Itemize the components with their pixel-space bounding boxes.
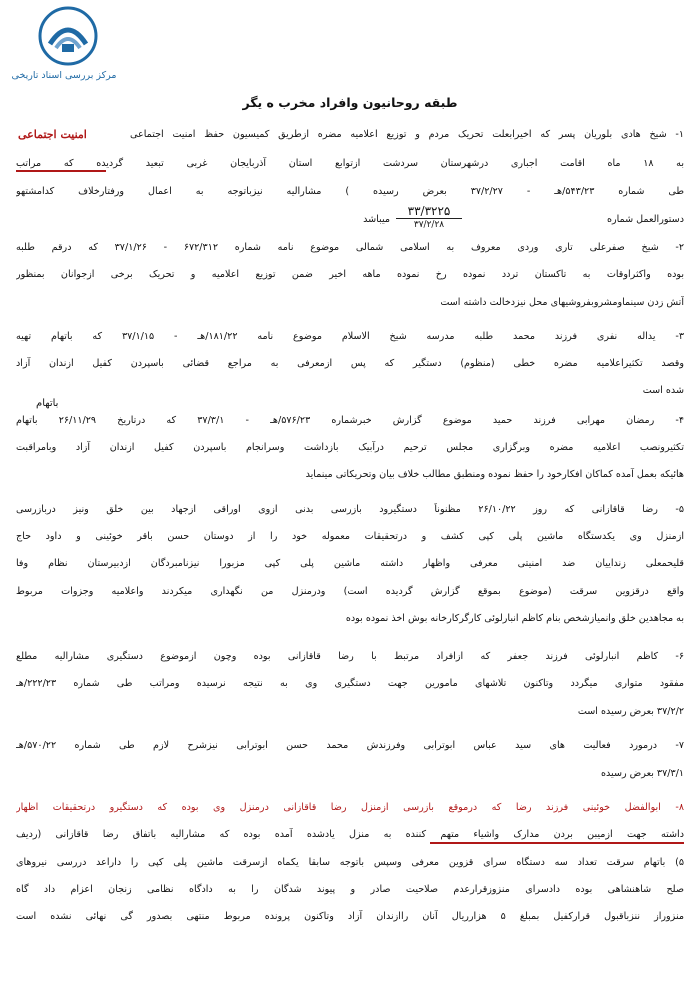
- line-11: ۴- رمضان مهرابی فرزند حمید موضوع گزارش خبرشماره ۵۷۶/۲۳/هـ - ۳۷/۳/۱ که درتاریخ ۲۶/۱۱/۲۹ باتهام: [16, 415, 684, 426]
- line-15: ازمنزل وی یکدستگاه ماشین پلی کپی کشف و درتحقیقات معموله خود را از دوستان حسن باقر خوئینی و داود حاج: [16, 531, 684, 542]
- line-4-start: دستورالعمل شماره: [606, 214, 684, 225]
- margin-note-tahham: باتهام: [36, 398, 59, 409]
- archive-logo: [6, 6, 122, 92]
- red-underline: [16, 170, 106, 172]
- line-4-end: میباشد: [363, 214, 390, 225]
- line-12: تکثیرونصب اعلامیه مضره وبرگزاری مجلس ترحیم درآبیک بازداشت وسرانجام باسپردن کفیل ازندان آزاد وبامراقبت: [16, 442, 684, 453]
- page-title: طبقه روحانیون وافراد مخرب ه یگر: [242, 95, 458, 110]
- line-3: طی شماره ۵۴۳/۲۳/هـ - ۳۷/۲/۲۷ بعرض رسیده ) مشارالیه نیزباتوجه به اعمال ورفتارخلاف کدامشتهو: [16, 186, 684, 197]
- archive-org-name: مرکز بررسی اسناد تاریخی: [11, 70, 117, 81]
- line-20: مفقود متواری میگردد وتاکنون تلاشهای مامورین جهت دستگیری وی به نتیجه نرسیده ومراتب طی شماره ۲۲۲/۲۳/هـ: [16, 678, 684, 689]
- handwritten-reference-number: ۳۳/۳۲۲۵ ۳۷/۲/۲۸: [396, 204, 462, 232]
- line-5: ۲- شیخ صفرعلی تاری وردی معروف به اسلامی شمالی موضوع نامه شماره ۶۷۲/۳۱۲ - ۳۷/۱/۲۶ که درقم طلبه: [16, 242, 684, 253]
- line-7: آتش زدن سینماومشروبفروشیهای محل نیزدخالت داشته است: [440, 297, 684, 308]
- red-annotation: امنیت اجتماعی: [18, 128, 87, 141]
- line-23: ۳۷/۳/۱ بعرض رسیده: [601, 768, 684, 779]
- line-26: ۵) باتهام سرقت تعداد سه دستگاه سرای قزوین معرفی وسپس باتوجه سابقا یکماه ازسرقت ماشین پلی کپی را داراعد دررسی نیروهای: [16, 857, 684, 868]
- line-9: وقصد تکثیراعلامیه مضره خطی (منظوم) دستگیر که پس ازمعرفی به مراجع قضائی باسپردن کفیل ازندان آزاد: [16, 358, 684, 369]
- line-16: قلیحمعلی زنداییان ضد امنیتی معرفی واظهار داشته ماشین پلی کپی مزبورا نیزنامبردگان ازدبیرستان نظام وفا: [16, 558, 684, 569]
- line-21: ۳۷/۲/۲ بعرض رسیده است: [577, 706, 684, 717]
- line-8: ۳- یداله نفری فرزند محمد طلبه مدرسه شیخ الاسلام موضوع نامه ۱۸۱/۲۲/هـ - ۳۷/۱/۱۵ که باتهام تهیه: [16, 331, 684, 342]
- line-22: ۷- درمورد فعالیت های سید عباس ابوترابی وفرزندش محمد حسن ابوترابی نیزشرح لازم طی شماره ۵۷۰/۲۲/هـ: [16, 740, 684, 751]
- line-17: واقع درقزوین سرقت (موضوع بموقع گزارش گردیده است) ودرمنزل من نگهداری میکردند واعلامیه وجزوات مربوط: [16, 586, 684, 597]
- line-27: صلح شاهنشاهی بوده دادسرای منزوزقرارعدم صلاحیت صادر و پیوند شدگان را به دادگاه نظامی زنجان اعزام داد گاه: [16, 884, 684, 895]
- line-18: به مجاهدین خلق وانمیازشخص بنام کاظم انبارلوئی کارگرکارخانه بوش اخذ نموده بوده: [345, 613, 684, 624]
- red-underline-2: [430, 842, 684, 844]
- line-25: داشته جهت ازمیبن بردن مدارک واشیاء متهم کننده به منزل یادشده آمده بوده که مشارالیه باتفاق رضا قاقازانی (ردیف: [16, 829, 684, 840]
- line-19: ۶- کاظم انبارلوئی فرزند جعفر که ازافراد مرتبط با رضا قاقازانی بوده وچون ازموضوع دستگیری مشارالیه مطلع: [16, 651, 684, 662]
- line-6: بوده واکثراوقات به تاکستان تردد نموده رخ نموده ماهه اخیر ضمن توزیع اعلامیه و تحریک برخی ازجوانان بمنظور: [16, 269, 684, 280]
- archive-logo-icon: [38, 6, 98, 66]
- line-1: ۱- شیخ هادی بلوریان پسر که اخیرابعلت تحریک مردم و توزیع اعلامیه مضره ازطریق کمیسیون حفظ امنیت اجتماعی: [130, 129, 684, 140]
- line-14: ۵- رضا قاقازانی که روز ۲۶/۱۰/۲۲ مظنوناً دستگیرود بازرسی بدنی ازوی اوراقی ازجهاد بین خلق ونیز دربازرسی: [16, 504, 684, 515]
- line-13: هائیکه بعمل آمده کماکان افکارخود را حفظ نموده ومنطبق مطالب خلاف بیان وتحریکاتی مینماید: [305, 469, 684, 480]
- line-2: به ۱۸ ماه اقامت اجباری درشهرستان سردشت ازتوابع استان آذربایجان غربی تبعید گردیده که مراتب: [16, 158, 684, 169]
- line-10: شده است: [642, 385, 684, 396]
- line-28: منزوراز ننزباقبول قرارکفیل بمبلغ ۵ هزارریال آنان راازندان آزاد وتاکنون پرونده مربوط منتهی بصدور گی نهائی نشده است: [16, 911, 684, 922]
- line-24: ۸- ابوالفضل خوئینی فرزند رضا که درموقع بازرسی ازمنزل رضا قاقازانی درمنزل وی بوده که دستگیرو درتحقیقات اظهار: [16, 802, 684, 813]
